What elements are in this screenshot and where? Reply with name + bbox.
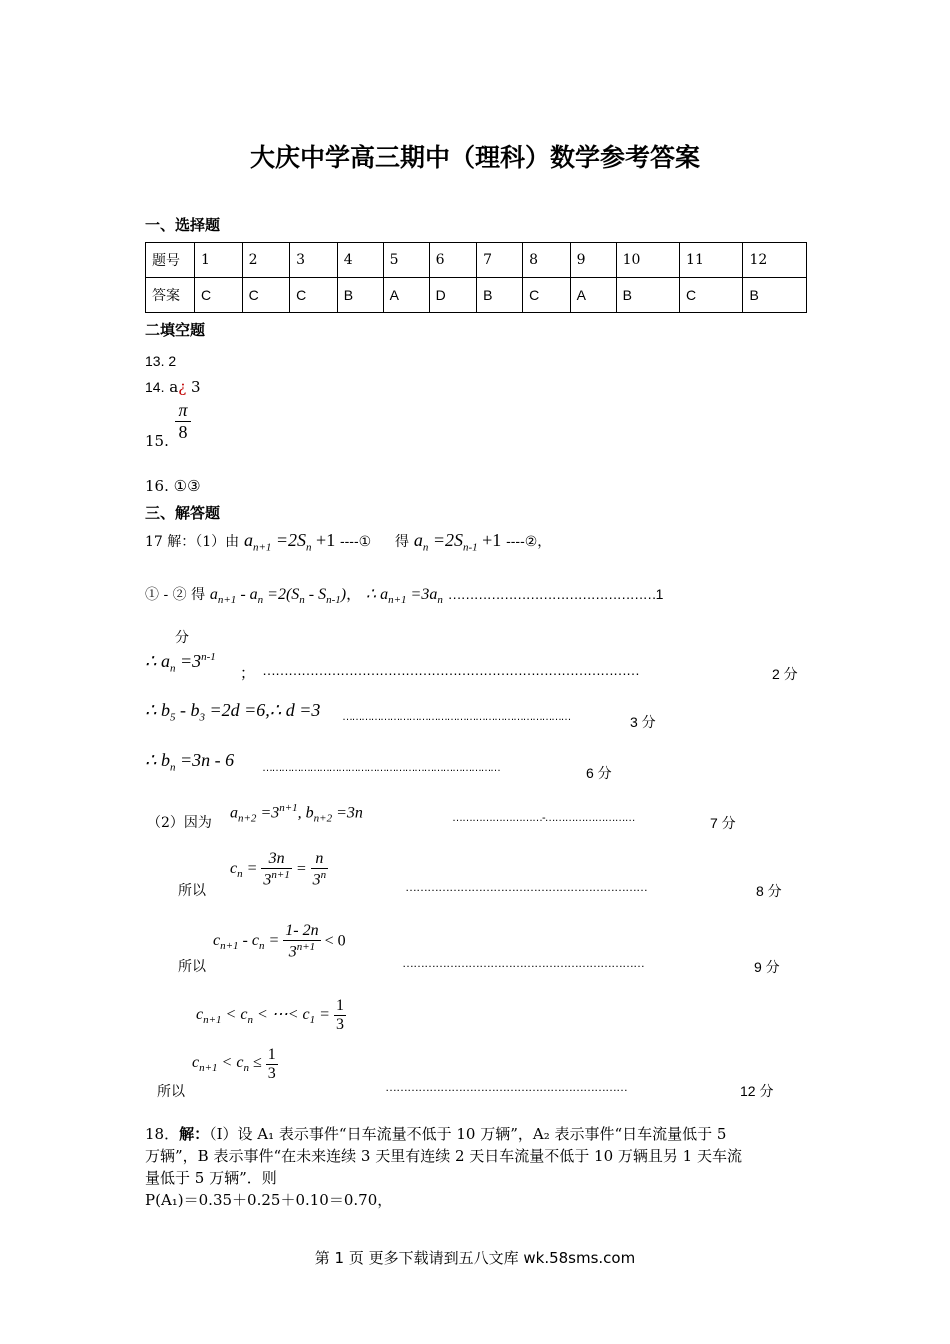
- p17-eq1: [243, 530, 336, 554]
- table-cell: B: [337, 278, 383, 313]
- table-cell: C: [680, 278, 743, 313]
- p17-l2-comma: ，: [346, 585, 362, 603]
- p17-suoyi-2: 所以: [178, 959, 206, 975]
- p17-l3-eq: ∴ $a_n =3^{n-1}$: [145, 651, 216, 675]
- fraction-numerator: 1: [335, 997, 344, 1014]
- fraction-numerator: 1- 2n: [285, 922, 319, 939]
- answer-table: [145, 242, 807, 313]
- row-label-number: 题号: [146, 243, 195, 278]
- p17-l9-eq: [196, 997, 346, 1034]
- p17-l5-dots: …………………………………………………………………: [262, 762, 500, 774]
- answer-14-number: 14.: [145, 379, 165, 395]
- table-cell: A: [383, 278, 429, 313]
- fraction: [266, 1046, 278, 1083]
- p18-line-2: 万辆”，B 表示事件“在未来连续 3 天里有连续 2 天日车流量不低于 10 万辆且另 1 天车流: [145, 1147, 742, 1165]
- p17-l4-dots: ………………………………………………………………: [342, 711, 570, 723]
- p18-text-1: （Ⅰ）设 A₁ 表示事件“日车流量不低于 10 万辆”，A₂ 表示事件“日车流量低于 5: [209, 1125, 727, 1143]
- p17-l2-lead: ① - ② 得: [145, 587, 206, 603]
- table-cell: 10: [616, 243, 679, 278]
- table-cell: 8: [523, 243, 571, 278]
- p17-suoyi-3: 所以: [157, 1084, 185, 1100]
- p17-mark1: ----①: [339, 533, 372, 549]
- p17-l2-score: 1: [655, 586, 664, 602]
- p18-line-3: 量低于 5 万辆”．则: [145, 1169, 277, 1187]
- answer-14-a: a: [169, 378, 179, 396]
- table-cell: A: [570, 278, 616, 313]
- fraction: [311, 850, 329, 889]
- fraction-numerator: 1: [267, 1046, 276, 1063]
- section-heading-solution: 三、解答题: [145, 504, 221, 522]
- eq-sub: n: [422, 541, 429, 554]
- p17-l8-dots: …………………………………………………………: [402, 956, 644, 970]
- answer-16: 16. ①③: [145, 477, 201, 495]
- p17-l8-eq: [213, 922, 346, 961]
- p18-line-4: P(A₁)＝0.35＋0.25＋0.10＝0.70，: [145, 1191, 393, 1209]
- page-footer: 第 1 页 更多下载请到五八文库 wk.58sms.com: [314, 1249, 636, 1267]
- eq-sub: n+1: [252, 541, 272, 554]
- table-cell: B: [743, 278, 807, 313]
- p17-l6-score: 7 分: [710, 815, 736, 831]
- fraction-numerator: n: [311, 850, 329, 869]
- eq-rhs: =2S: [428, 530, 463, 550]
- p17-mark2: ----②，: [506, 533, 552, 549]
- p17-eq2: [413, 530, 502, 554]
- table-cell: 12: [743, 243, 807, 278]
- eq-lhs: $c_{n+1} < c_n$ < ⋯< $c_1$ =: [196, 1006, 330, 1027]
- eq-lhs: $c_{n+1} < c_n$ ≤: [192, 1054, 262, 1075]
- eq-tail: < 0: [324, 932, 346, 950]
- fraction: [283, 922, 320, 961]
- table-cell: 5: [383, 243, 429, 278]
- p17-l7-eq: [230, 850, 328, 889]
- p17-l2-eq: $a_{n+1} - a_n =2(S_n - S_{n-1})$: [209, 586, 347, 607]
- eq-tail: +1: [311, 530, 336, 550]
- p18-line-1: [145, 1123, 726, 1144]
- p17-l7-score: 8 分: [756, 883, 782, 899]
- table-cell: C: [242, 278, 290, 313]
- table-cell: 4: [337, 243, 383, 278]
- table-cell: C: [195, 278, 243, 313]
- fraction-denominator: $3^{n+1}$: [288, 941, 316, 961]
- p17-l3-score: 2 分: [772, 666, 798, 682]
- p17-l2-eq2: ∴ $a_{n+1} =3a_n$: [365, 586, 443, 607]
- eq-lhs: $c_n$ =: [230, 859, 258, 880]
- answer-14: [145, 378, 201, 396]
- p17-line-1: [145, 530, 551, 554]
- row-label-answer: 答案: [146, 278, 195, 313]
- table-cell: C: [523, 278, 571, 313]
- table-cell: 1: [195, 243, 243, 278]
- fraction-denominator: $3^{n+1}$: [263, 869, 290, 889]
- fraction: [334, 997, 346, 1034]
- p17-l4-score: 3 分: [630, 714, 656, 730]
- p17-l7-dots: …………………………………………………………: [405, 880, 647, 894]
- p17-l3-dots: ……………………………………………………………………………: [262, 662, 639, 678]
- table-cell: 7: [477, 243, 523, 278]
- p17-l6-eq: $a_{n+2} =3^{n+1}$, $b_{n+2} =3n$: [230, 802, 363, 825]
- p17-l8-score: 9 分: [754, 959, 780, 975]
- fraction-denominator: 3$^n$: [312, 869, 327, 889]
- table-cell: B: [616, 278, 679, 313]
- table-cell: 9: [570, 243, 616, 278]
- p17-l10-dots: …………………………………………………………: [385, 1080, 627, 1094]
- p17-line-2: [145, 583, 663, 606]
- table-cell: 3: [290, 243, 338, 278]
- eq-tail: +1: [477, 530, 502, 550]
- p17-de: 得: [395, 534, 410, 550]
- eq-sub: n: [306, 541, 312, 554]
- p18-jie: 解：: [179, 1125, 210, 1143]
- answer-14-symbol: ¿: [178, 378, 187, 396]
- fraction-numerator: π: [175, 400, 191, 422]
- fraction-denominator: 3: [335, 1016, 344, 1033]
- eq-lhs: $c_{n+1} - c_n$ =: [213, 931, 280, 952]
- p17-l5-score: 6 分: [586, 765, 612, 781]
- answer-15-fraction: [175, 400, 191, 443]
- section-heading-choice: 一、选择题: [145, 216, 221, 234]
- table-row: [146, 243, 807, 278]
- fraction-numerator: 3n: [261, 850, 291, 869]
- p17-intro: 17 解：（1）由: [145, 534, 240, 550]
- table-cell: 11: [680, 243, 743, 278]
- table-cell: B: [477, 278, 523, 313]
- table-row: [146, 278, 807, 313]
- eq-var: a: [413, 530, 423, 550]
- p17-l10-score: 12 分: [740, 1083, 774, 1099]
- fraction-denominator: 8: [178, 422, 188, 442]
- eq-rhs: =2S: [271, 530, 307, 550]
- p17-l6-dots: ………………………-………………………: [452, 812, 635, 824]
- table-cell: 6: [429, 243, 477, 278]
- p17-l3-semi: ；: [240, 664, 256, 682]
- fraction: [261, 850, 291, 889]
- p17-l2-dots: …………………………………………: [447, 586, 656, 602]
- eq-sub: n-1: [462, 541, 478, 554]
- table-cell: D: [429, 278, 477, 313]
- answer-15-number: 15.: [145, 432, 169, 450]
- p17-l2-fen: 分: [175, 630, 189, 646]
- page-title: 大庆中学高三期中（理科）数学参考答案: [249, 143, 700, 172]
- p17-suoyi-1: 所以: [178, 883, 206, 899]
- table-cell: C: [290, 278, 338, 313]
- p17-l6-lead: （2）因为: [147, 815, 212, 831]
- p17-l4-eq: ∴ $b_5 - b_3 =2d$ =6,∴ d =3: [145, 700, 321, 724]
- section-heading-fill: 二填空题: [145, 321, 206, 339]
- eq-var: a: [243, 530, 253, 550]
- p18-number: 18．: [145, 1125, 180, 1143]
- p17-l5-eq: ∴ $b_n =3n - 6$: [145, 750, 235, 774]
- fraction-denominator: 3: [267, 1065, 276, 1082]
- answer-14-value: 3: [191, 378, 201, 396]
- answer-13: 13. 2: [145, 353, 177, 369]
- p17-l10-eq: [192, 1046, 278, 1083]
- table-cell: 2: [242, 243, 290, 278]
- eq-sign: =: [295, 860, 307, 878]
